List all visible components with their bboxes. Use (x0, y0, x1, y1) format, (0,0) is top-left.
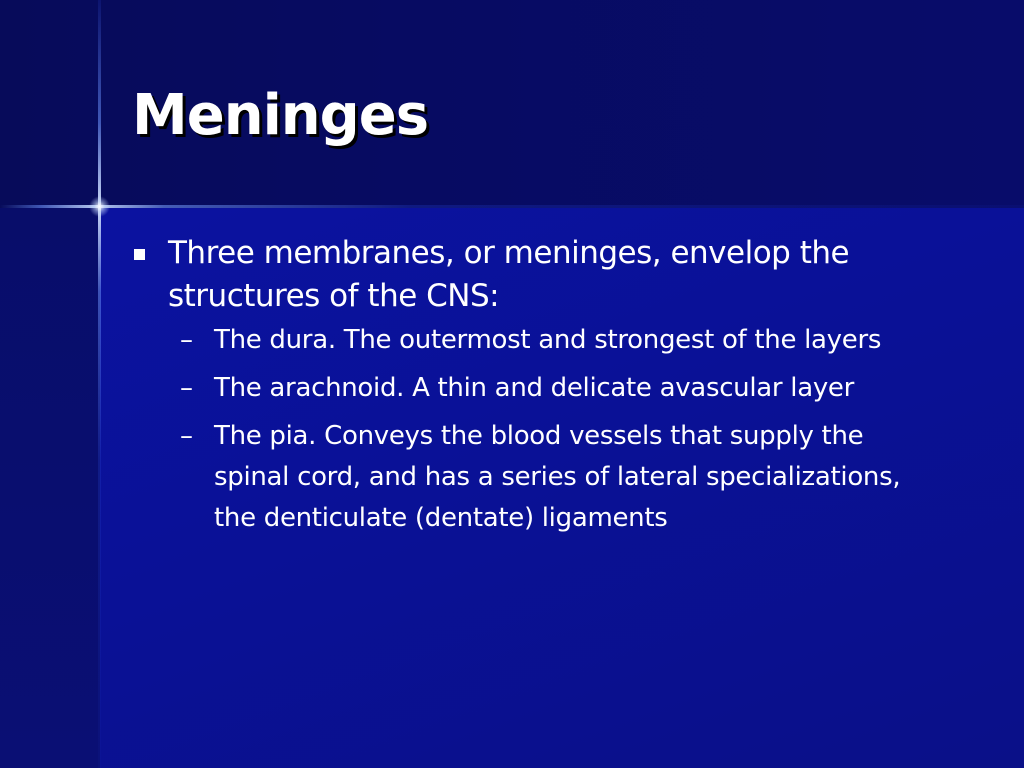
sub-bullet-pia (132, 416, 932, 539)
sparkle-icon (89, 196, 110, 217)
sub-bullet-text: The dura. The outermost and strongest of the layers (214, 325, 882, 355)
main-bullet-text: Three membranes, or meninges, envelop the structures of the CNS: (168, 235, 850, 314)
dash-marker: – (180, 325, 193, 355)
sub-bullet-arachnoid (132, 368, 932, 409)
sub-bullet-dura (132, 320, 932, 361)
main-bullet (132, 232, 932, 318)
dash-marker: – (180, 373, 193, 403)
slide-body (132, 232, 932, 546)
sub-bullet-list (132, 320, 932, 539)
sub-bullet-text: The arachnoid. A thin and delicate avascular layer (214, 373, 855, 403)
decorative-vertical-line (98, 0, 101, 768)
decorative-horizontal-line (0, 205, 1024, 208)
dash-marker: – (180, 421, 193, 451)
slide-title: Meninges (132, 83, 429, 148)
square-bullet-icon (134, 249, 145, 260)
background-left-band (0, 208, 100, 768)
sub-bullet-text: The pia. Conveys the blood vessels that supply the spinal cord, and has a series of lateral specializations, the denticulate (dentate) ligaments (214, 421, 901, 533)
